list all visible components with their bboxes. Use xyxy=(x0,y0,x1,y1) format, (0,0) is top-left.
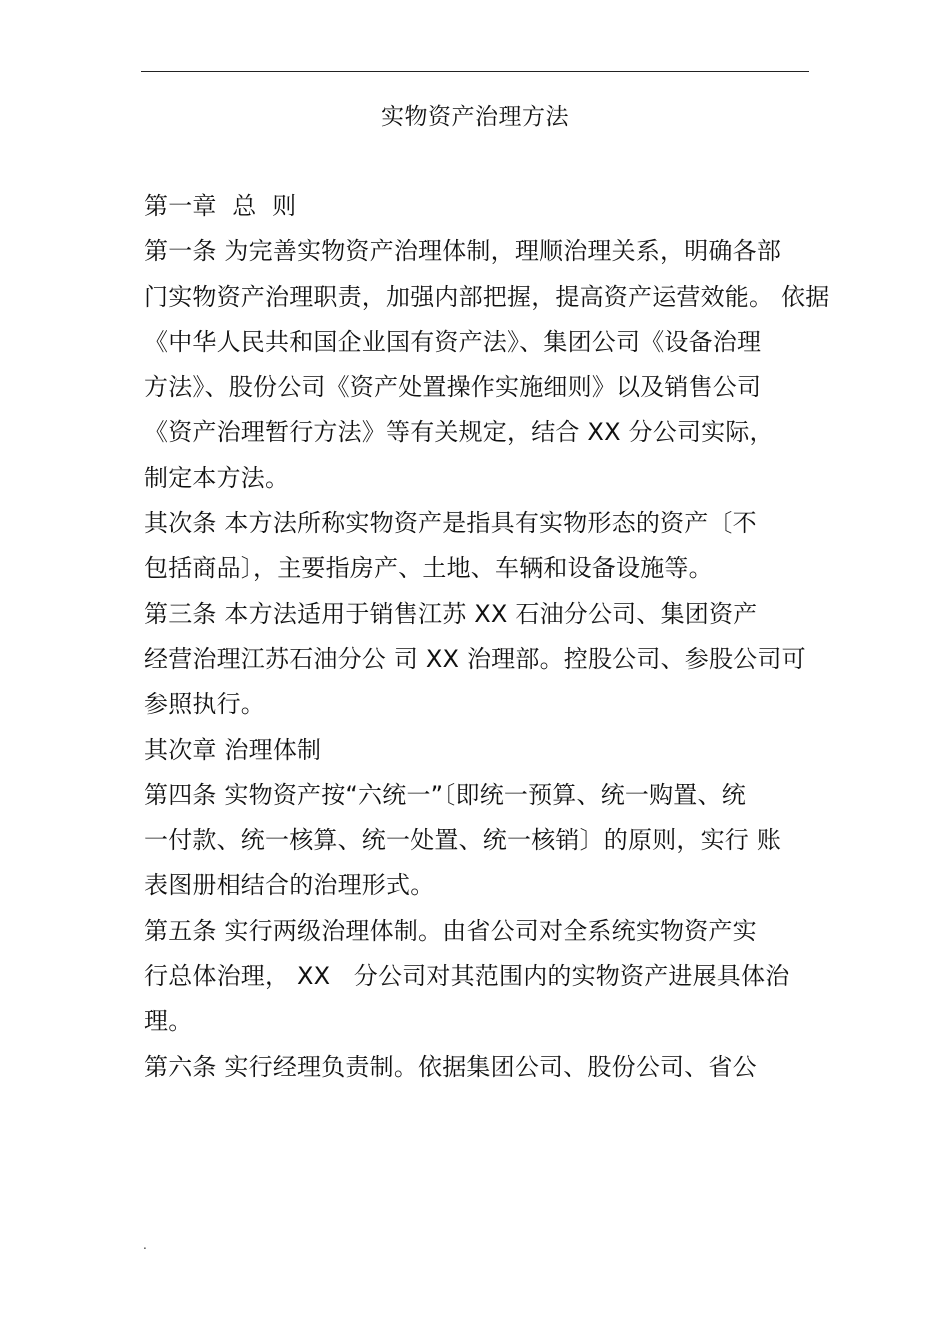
body-line: 《资产治理暂行方法》等有关规定，结合 XX 分公司实际， xyxy=(144,418,774,447)
body-line: 其次章 治理体制 xyxy=(144,735,322,764)
body-line: 制定本方法。 xyxy=(144,463,290,492)
body-line: 第六条 实行经理负责制。依据集团公司、股份公司、省公 xyxy=(144,1052,757,1081)
body-line: 门实物资产治理职责，加强内部把握，提高资产运营效能。 依据 xyxy=(144,282,830,311)
body-line: 一付款、统一核算、统一处置、统一核销〕的原则，实行 账 xyxy=(144,826,782,855)
body-line: 方法》、股份公司《资产处置操作实施细则》以及销售公司 xyxy=(144,373,762,402)
document-body xyxy=(144,184,830,1090)
body-line: 第一条 为完善实物资产治理体制，理顺治理关系，明确各部 xyxy=(144,237,782,266)
body-line: 第三条 本方法适用于销售江苏 XX 石油分公司、集团资产 xyxy=(144,599,758,628)
footer-mark: . xyxy=(143,1238,147,1252)
body-line: 其次条 本方法所称实物资产是指具有实物形态的资产〔不 xyxy=(144,509,757,538)
body-line: 参照执行。 xyxy=(144,690,265,719)
body-line: 第一章 总 则 xyxy=(144,192,297,220)
body-line: 第五条 实行两级治理体制。由省公司对全系统实物资产实 xyxy=(144,916,757,945)
body-line: 理。 xyxy=(144,1007,193,1036)
document-title: 实物资产治理方法 xyxy=(381,104,569,130)
body-line: 经营治理江苏石油分公 司 XX 治理部。控股公司、参股公司可 xyxy=(144,644,806,673)
header-rule xyxy=(141,71,809,72)
body-line: 《中华人民共和国企业国有资产法》、集团公司《设备治理 xyxy=(144,327,762,356)
body-line: 第四条 实物资产按“六统一”〔即统一预算、统一购置、统 xyxy=(144,780,746,809)
body-line: 行总体治理， XX 分公司对其范围内的实物资产进展具体治 xyxy=(144,962,790,991)
body-line: 表图册相结合的治理形式。 xyxy=(144,871,435,900)
body-line: 包括商品〕，主要指房产、土地、车辆和设备设施等。 xyxy=(144,554,713,583)
